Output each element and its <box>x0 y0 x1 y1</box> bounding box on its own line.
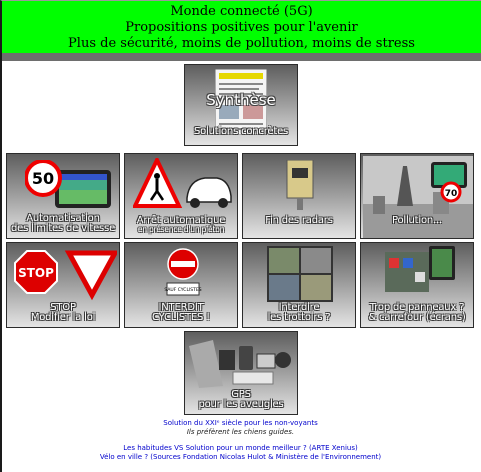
header-divider <box>2 53 481 61</box>
synthese-title: Synthèse <box>206 91 276 109</box>
caption-trottoirs <box>243 303 355 323</box>
caption-automatisation <box>7 214 119 234</box>
tile-interdire-trottoirs[interactable] <box>242 242 356 328</box>
traffic-signs-collage-icon <box>385 246 457 302</box>
caption-pollution: Pollution... <box>392 215 442 226</box>
caption-panneaux-l2: & carrefour (écrans) <box>368 312 466 323</box>
sidewalk-photos-icon <box>267 246 333 302</box>
caption-interdit-l1: INTERDIT <box>158 302 204 313</box>
caption-automatisation-l1: Automatisation <box>26 213 100 224</box>
caption-trottoirs-l1: Interdire <box>278 302 320 313</box>
caption-arret-l2: en présence d'un piéton <box>137 225 225 234</box>
speed-sign-50: 50 <box>31 169 55 188</box>
caption-arret <box>125 216 237 234</box>
footer-link-velo[interactable]: Vélo en ville ? (Sources Fondation Nicolas Hulot & Ministère de l'Environnement) <box>99 453 382 461</box>
footer-link-arte[interactable]: Les habitudes VS Solution pour un monde meilleur ? (ARTE Xenius) <box>123 444 358 452</box>
gps-devices-icon <box>189 336 295 388</box>
speed-limit-gps-icon <box>25 160 113 212</box>
header-line-3: Plus de sécurité, moins de pollution, moins de stress <box>68 36 415 51</box>
tile-interdit-cyclistes[interactable] <box>124 242 238 328</box>
caption-trottoirs-l2: les trottoirs ? <box>267 312 331 323</box>
caption-stop-l1: STOP <box>50 302 76 313</box>
caption-panneaux-l1: Trop de panneaux ? <box>369 302 465 313</box>
tile-arret-pieton[interactable] <box>124 153 238 239</box>
synthese-caption: Solutions concrètes <box>193 126 289 137</box>
footer-gps-note: Ils préfèrent les chiens guides. <box>186 428 295 436</box>
tile-synthese[interactable] <box>184 64 298 146</box>
caption-gps-l1: GPS <box>231 389 251 400</box>
header-line-2: Propositions positives pour l'avenir <box>125 20 358 35</box>
tile-pollution[interactable] <box>360 153 474 239</box>
caption-interdit-l2: CYCLISTES ! <box>152 312 210 323</box>
speed-sign-70: 70 <box>444 189 458 199</box>
tile-fin-radars[interactable] <box>242 153 356 239</box>
caption-stop <box>7 303 119 323</box>
stop-yield-icon <box>13 249 117 301</box>
tile-trop-panneaux[interactable] <box>360 242 474 328</box>
footer-gps-solution: Solution du XXIᵉ siècle pour les non-voyants <box>163 419 318 427</box>
pedestrian-car-icon <box>133 158 233 212</box>
caption-gps-l2: pour les aveugles <box>198 399 284 410</box>
speed-camera-icon <box>283 160 317 210</box>
tile-stop[interactable] <box>6 242 120 328</box>
page-header <box>2 1 481 53</box>
caption-stop-l2: Modifier la loi <box>30 312 96 323</box>
caption-interdit <box>125 303 237 323</box>
stop-sign-text: STOP <box>18 266 54 280</box>
tile-automatisation-limites[interactable] <box>6 153 120 239</box>
interdit-sign-text: SAUF CYCLISTES <box>164 288 202 293</box>
no-entry-sign-icon <box>163 247 203 297</box>
caption-panneaux <box>361 303 473 323</box>
caption-radars: Fin des radars <box>265 215 333 226</box>
caption-automatisation-l2: des limites de vitesse <box>10 223 116 234</box>
header-line-1: Monde connecté (5G) <box>170 4 313 19</box>
tile-gps-aveugles[interactable] <box>184 331 298 415</box>
caption-gps <box>185 390 297 410</box>
caption-arret-l1: Arrêt automatique <box>136 215 226 226</box>
